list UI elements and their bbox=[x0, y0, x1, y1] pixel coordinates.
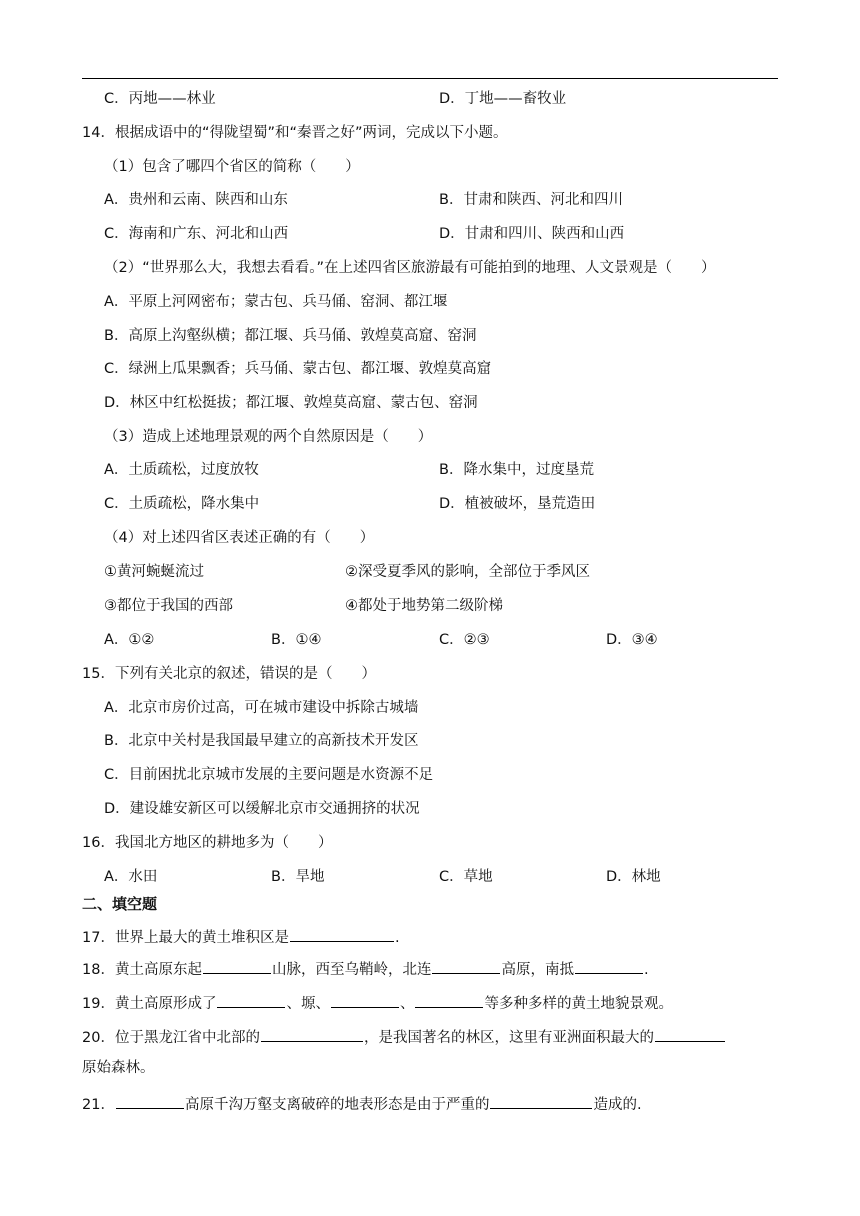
answer-blank[interactable] bbox=[490, 1092, 592, 1109]
header-rule bbox=[82, 78, 778, 79]
question-16-option-c: C．草地 bbox=[439, 869, 493, 885]
answer-blank[interactable] bbox=[655, 1025, 725, 1042]
question-17-end: . bbox=[394, 930, 400, 946]
question-19 bbox=[82, 991, 673, 1014]
question-14-4-option-b: B．①④ bbox=[271, 632, 322, 648]
question-18-text-2: 山脉，西至乌鞘岭，北连 bbox=[271, 962, 432, 978]
question-18 bbox=[82, 957, 649, 980]
answer-blank[interactable] bbox=[331, 991, 399, 1008]
question-16-option-d: D．林地 bbox=[606, 869, 661, 885]
question-18-text-1: 18．黄土高原东起 bbox=[82, 962, 202, 978]
question-14-1-stem: （1）包含了哪四个省区的简称（ ） bbox=[104, 159, 360, 175]
question-14-2-stem: （2）“世界那么大，我想去看看。”在上述四省区旅游最有可能拍到的地理、人文景观是（ ） bbox=[104, 260, 716, 276]
question-15-option-d: D．建设雄安新区可以缓解北京市交通拥挤的状况 bbox=[104, 801, 420, 817]
question-20 bbox=[82, 1025, 726, 1048]
question-14-3-option-b: B．降水集中，过度垦荒 bbox=[439, 462, 594, 478]
question-14-1-option-d: D．甘肃和四川、陕西和山西 bbox=[439, 226, 625, 242]
section-title-fill-in: 二、填空题 bbox=[82, 895, 158, 913]
option-d: D．丁地——畜牧业 bbox=[439, 91, 567, 107]
question-16-option-b: B．旱地 bbox=[271, 869, 325, 885]
question-16-option-a: A．水田 bbox=[104, 869, 158, 885]
answer-blank[interactable] bbox=[575, 957, 643, 974]
question-15-option-a: A．北京市房价过高，可在城市建设中拆除古城墙 bbox=[104, 700, 419, 716]
question-19-text-1: 19．黄土高原形成了 bbox=[82, 996, 217, 1012]
question-14-2-option-c: C．绿洲上瓜果飘香；兵马俑、蒙古包、都江堰、敦煌莫高窟 bbox=[104, 361, 492, 377]
question-19-text-3: 、 bbox=[399, 996, 415, 1012]
question-14-3-option-a: A．土质疏松，过度放牧 bbox=[104, 462, 259, 478]
question-18-end: . bbox=[643, 962, 649, 978]
answer-blank[interactable] bbox=[290, 925, 394, 942]
question-20-text-2: ，是我国著名的林区，这里有亚洲面积最大的 bbox=[363, 1030, 654, 1046]
question-14-3-option-d: D．植被破坏，垦荒造田 bbox=[439, 496, 596, 512]
question-20-text-1: 20．位于黑龙江省中北部的 bbox=[82, 1030, 260, 1046]
statement-4: ④都处于地势第二级阶梯 bbox=[345, 598, 503, 614]
question-14-4-option-c: C．②③ bbox=[439, 632, 490, 648]
question-20-continuation: 原始森林。 bbox=[82, 1060, 155, 1076]
question-14-3-option-c: C．土质疏松，降水集中 bbox=[104, 496, 260, 512]
question-15-stem: 15．下列有关北京的叙述，错误的是（ ） bbox=[82, 666, 376, 682]
option-c: C．丙地——林业 bbox=[104, 91, 216, 107]
question-19-text-2: 、塬、 bbox=[286, 996, 330, 1012]
answer-blank[interactable] bbox=[261, 1025, 363, 1042]
question-14-2-option-d: D．林区中红松挺拔；都江堰、敦煌莫高窟、蒙古包、窑洞 bbox=[104, 395, 478, 411]
question-21-number: 21． bbox=[82, 1097, 115, 1113]
question-17 bbox=[82, 925, 400, 948]
statement-3: ③都位于我国的西部 bbox=[104, 598, 233, 614]
question-21 bbox=[82, 1092, 642, 1115]
question-15-option-c: C．目前困扰北京城市发展的主要问题是水资源不足 bbox=[104, 767, 434, 783]
question-14-4-option-d: D．③④ bbox=[606, 632, 658, 648]
question-14-3-stem: （3）造成上述地理景观的两个自然原因是（ ） bbox=[104, 429, 433, 445]
question-14-1-option-b: B．甘肃和陕西、河北和四川 bbox=[439, 192, 623, 208]
question-21-end: 造成的. bbox=[593, 1097, 642, 1113]
statement-2: ②深受夏季风的影响，全部位于季风区 bbox=[345, 564, 590, 580]
question-21-text: 高原千沟万壑支离破碎的地表形态是由于严重的 bbox=[184, 1097, 490, 1113]
question-18-text-3: 高原，南抵 bbox=[501, 962, 574, 978]
question-14-1-option-c: C．海南和广东、河北和山西 bbox=[104, 226, 289, 242]
question-17-text: 17．世界上最大的黄土堆积区是 bbox=[82, 930, 289, 946]
answer-blank[interactable] bbox=[203, 957, 271, 974]
answer-blank[interactable] bbox=[116, 1092, 184, 1109]
question-14-stem: 14．根据成语中的“得陇望蜀”和“秦晋之好”两词，完成以下小题。 bbox=[82, 125, 508, 141]
question-14-2-option-b: B．高原上沟壑纵横；都江堰、兵马俑、敦煌莫高窟、窑洞 bbox=[104, 328, 477, 344]
statement-1: ①黄河蜿蜒流过 bbox=[104, 564, 204, 580]
question-14-4-stem: （4）对上述四省区表述正确的有（ ） bbox=[104, 530, 375, 546]
answer-blank[interactable] bbox=[432, 957, 500, 974]
question-14-2-option-a: A．平原上河网密布；蒙古包、兵马俑、窑洞、都江堰 bbox=[104, 294, 448, 310]
question-14-4-option-a: A．①② bbox=[104, 632, 155, 648]
question-16-stem: 16．我国北方地区的耕地多为（ ） bbox=[82, 835, 333, 851]
answer-blank[interactable] bbox=[415, 991, 483, 1008]
question-14-1-option-a: A．贵州和云南、陕西和山东 bbox=[104, 192, 288, 208]
question-19-end: 等多种多样的黄土地貌景观。 bbox=[484, 996, 673, 1012]
question-15-option-b: B．北京中关村是我国最早建立的高新技术开发区 bbox=[104, 733, 419, 749]
answer-blank[interactable] bbox=[217, 991, 285, 1008]
